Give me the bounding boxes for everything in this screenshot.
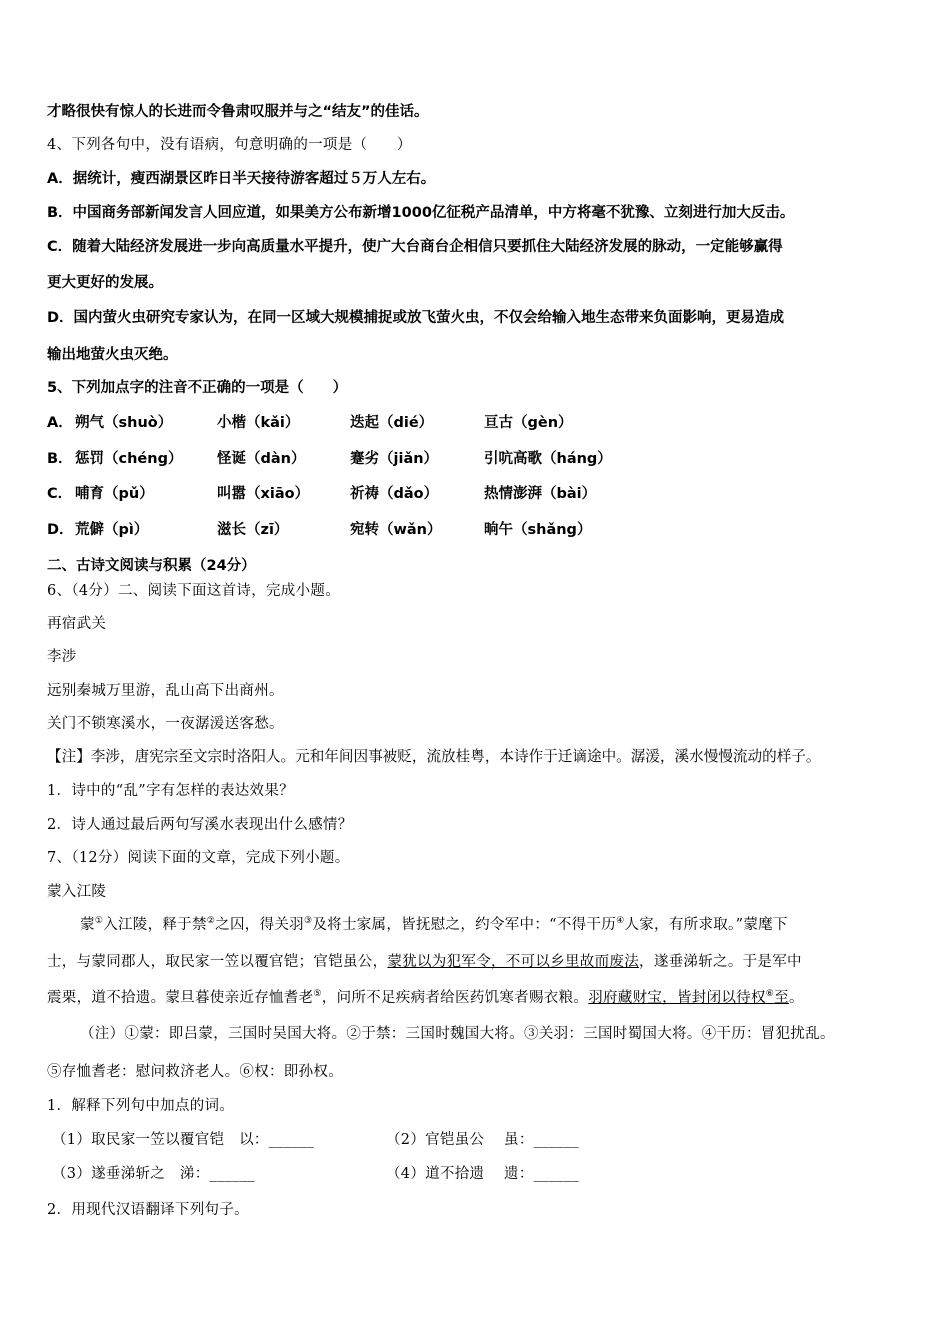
- poem-line-2: 关门不锁寒溪水，一夜潺湲送客愁。: [47, 716, 284, 732]
- q5-stem: 5、下列加点字的注音不正确的一项是（ ）: [47, 380, 348, 396]
- poem-author: 李涉: [47, 649, 77, 665]
- passage-line-3: 震栗，道不拾遗。蒙旦暮使亲近存恤耆老⑤，问所不足疾病者给医药饥寒者赐衣粮。羽府藏财宝，皆封闭以待权⑥至。: [47, 989, 804, 1006]
- word-item-3: （3）遂垂涕斩之 涕：______: [52, 1166, 255, 1182]
- passage-title: 蒙入江陵: [47, 884, 107, 900]
- underlined-sentence-2: 羽府藏财宝，皆封闭以待权⑥至: [588, 989, 789, 1006]
- q5-item: 祈祷（dǎo）: [350, 486, 439, 502]
- passage-note-2: ⑤存恤耆老：慰问救济老人。⑥权：即孙权。: [47, 1064, 343, 1080]
- word-item-1: （1）取民家一笠以覆官铠 以：______: [52, 1132, 315, 1148]
- passage-line-2: 士，与蒙同郡人，取民家一笠以覆官铠；官铠虽公，蒙犹以为犯军令，不可以乡里故而废法，遂垂涕斩之。于是军中: [47, 954, 802, 970]
- q6-sub2: 2．诗人通过最后两句写溪水表现出什么感情？: [47, 817, 353, 833]
- passage-line-1: 蒙①入江陵，释于禁②之囚，得关羽③及将士家属，皆抚慰之，约令军中：“不得干历④人家，有所求取。”蒙麾下: [80, 916, 788, 933]
- q4-option-b: B．中国商务部新闻发言人回应道，如果美方公布新增1000亿征税产品清单，中方将毫不犹豫、立刻进行加大反击。: [47, 205, 795, 221]
- q5-item: 蹇劣（jiǎn）: [350, 451, 439, 467]
- q5-item: 小楷（kǎi）: [217, 415, 300, 431]
- q5-item: 宛转（wǎn）: [350, 522, 442, 538]
- q5-row-label: B．: [47, 451, 73, 467]
- q5-item: 怪诞（dàn）: [217, 451, 306, 467]
- q5-item: 迭起（dié）: [350, 415, 434, 431]
- q5-item: 亘古（gèn）: [484, 415, 573, 431]
- q4-option-c-line1: C．随着大陆经济发展进一步向高质量水平提升，使广大台商台企相信只要抓住大陆经济发展的脉动，一定能够赢得: [47, 239, 783, 255]
- word-item-4: （4）道不拾遗 遗：______: [386, 1166, 579, 1182]
- q6-stem: 6、（4分）二、阅读下面这首诗，完成小题。: [47, 583, 340, 599]
- q5-item: 荒僻（pì）: [75, 522, 149, 538]
- underlined-sentence-1: 蒙犹以为犯军令，不可以乡里故而废法: [387, 954, 640, 970]
- q4-stem: 4、下列各句中，没有语病，句意明确的一项是（ ）: [47, 137, 412, 153]
- section-heading: 二、古诗文阅读与积累（24分）: [47, 558, 256, 574]
- poem-line-1: 远别秦城万里游，乱山高下出商州。: [47, 683, 284, 699]
- q6-sub1: 1．诗中的“乱”字有怎样的表达效果？: [47, 783, 294, 799]
- q4-option-d-line2: 输出地萤火虫灭绝。: [47, 347, 178, 363]
- q4-option-d-line1: D．国内萤火虫研究专家认为，在同一区域大规模捕捉或放飞萤火虫，不仅会给输入地生态带来负面影响，更易造成: [47, 310, 785, 326]
- poem-title: 再宿武关: [47, 616, 107, 632]
- q4-option-a: A．据统计，瘦西湖景区昨日半天接待游客超过５万人左右。: [47, 171, 436, 187]
- q5-item: 哺育（pǔ）: [75, 486, 154, 502]
- q4-option-c-line2: 更大更好的发展。: [47, 275, 163, 291]
- q5-item: 叫嚣（xiāo）: [217, 486, 310, 502]
- q5-row-label: C．: [47, 486, 73, 502]
- q5-row-label: A．: [47, 415, 73, 431]
- q5-item: 滋长（zī）: [217, 522, 289, 538]
- q5-row-label: D．: [47, 522, 74, 538]
- q5-item: 热情澎湃（bài）: [484, 486, 597, 502]
- q5-item: 晌午（shǎng）: [484, 522, 592, 538]
- passage-note-1: （注）①蒙：即吕蒙，三国时吴国大将。②于禁：三国时魏国大将。③关羽：三国时蜀国大将。④干历：冒犯扰乱。: [80, 1026, 835, 1042]
- intro-line: 才略很快有惊人的长进而令鲁肃叹服并与之“结友”的佳话。: [47, 104, 429, 120]
- q5-item: 朔气（shuò）: [75, 415, 173, 431]
- q5-item: 惩罚（chéng）: [75, 451, 183, 467]
- q7-sub1: 1．解释下列句中加点的词。: [47, 1098, 235, 1114]
- q5-item: 引吭高歌（háng）: [484, 451, 612, 467]
- poem-note: 【注】李涉，唐宪宗至文宗时洛阳人。元和年间因事被贬，流放桂粤，本诗作于迁谪途中。潺湲，溪水慢慢流动的样子。: [47, 748, 821, 765]
- q7-stem: 7、（12分）阅读下面的文章，完成下列小题。: [47, 850, 350, 866]
- word-item-2: （2）官铠虽公 虽：______: [386, 1132, 579, 1148]
- q7-sub2: 2．用现代汉语翻译下列句子。: [47, 1202, 249, 1218]
